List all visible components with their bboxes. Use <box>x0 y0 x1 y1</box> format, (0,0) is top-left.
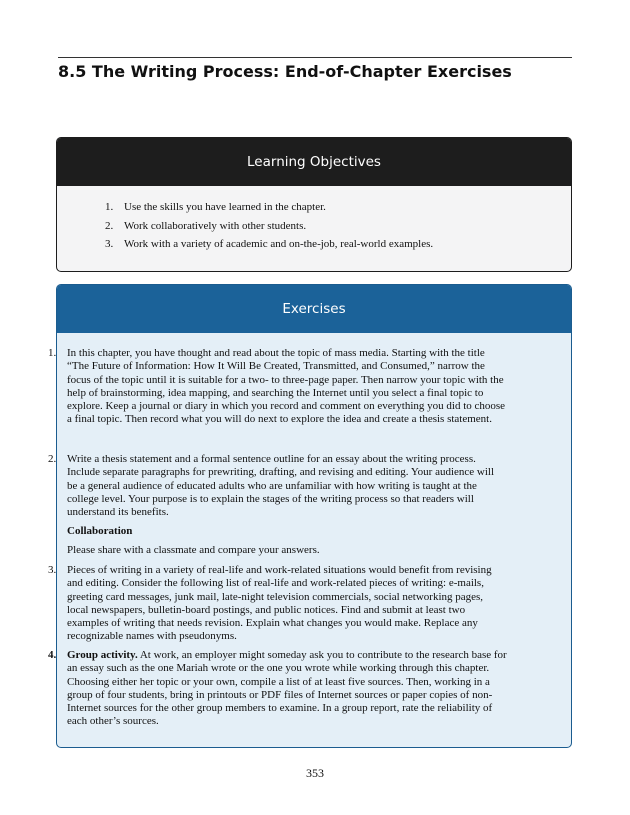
collaboration-heading: Collaboration <box>67 525 133 537</box>
objective-number: 1. <box>105 201 114 213</box>
collaboration-text: Please share with a classmate and compare your answers. <box>67 544 320 556</box>
exercise-text: In this chapter, you have thought and read about the topic of mass media. Starting with the title “The Future of Information: How It Will Be Created, Transmitted, and Consumed,” narrow the focus of the topic until it is suitable for a two- to three-page paper. Then narrow your topic with the help of brainstorming, idea mapping, and searching the Internet until you select a final topic to explore. Keep a journal or diary in which you record and comment on everything you did to choose a final topic. Then record what you will do next to explore the idea and create a thesis statement. <box>67 347 506 426</box>
objective-item <box>57 238 571 251</box>
exercises-header: Exercises <box>57 285 571 333</box>
exercise-item <box>0 453 630 519</box>
objective-item <box>57 201 571 214</box>
exercise-text: Write a thesis statement and a formal sentence outline for an essay about the writing process. Include separate paragraphs for prewriting, drafting, and revising and editing. Your audience will be a general audience of educated adults who are unfamiliar with how writing is taught at the college level. Your purpose is to explain the stages of the writing process so that readers will understand its benefits. <box>67 453 495 519</box>
exercise-item <box>0 564 630 644</box>
exercise-item <box>0 347 630 427</box>
learning-objectives-box <box>56 137 572 272</box>
chapter-title: 8.5 The Writing Process: End-of-Chapter Exercises <box>58 62 512 81</box>
objective-text: Work with a variety of academic and on-the-job, real-world examples. <box>124 238 434 250</box>
objective-number: 3. <box>105 238 114 250</box>
exercise-body: At work, an employer might someday ask you to contribute to the research base for an essay such as the one Mariah wrote or the one you wrote while working through this chapter. Choosing either her topic or your own, compile a list of at least five sources. Then, working in a group of four students, bring in printouts or PDF files of Internet sources or paper copies of non-Internet sources for the other group members to examine. In a group report, rate the reliability of each other’s sources. <box>67 649 507 728</box>
objective-text: Use the skills you have learned in the chapter. <box>124 201 326 213</box>
exercise-item <box>0 649 630 729</box>
exercise-number: 1. <box>48 347 57 359</box>
exercise-number: 2. <box>48 453 57 465</box>
exercise-text <box>0 649 507 729</box>
objective-item <box>57 220 571 233</box>
exercise-text: Pieces of writing in a variety of real-life and work-related situations would benefit from revising and editing. Consider the following list of real-life and work-related pieces of writing: e-mails, greeting card messages, junk mail, late-night television commercials, social networking pages, local newspapers, bulletin-board postings, and public notices. Find and submit at least two examples of writing that needs revision. Explain what changes you would make. Replace any recognizable names with pseudonyms. <box>67 564 492 643</box>
exercise-lead: Group activity. <box>67 649 138 661</box>
exercise-number: 3. <box>48 564 57 576</box>
page-number: 353 <box>306 766 324 780</box>
header-rule <box>58 57 572 58</box>
objective-text: Work collaboratively with other students. <box>124 219 307 232</box>
learning-objectives-header: Learning Objectives <box>57 138 571 186</box>
objectives-list <box>57 201 571 257</box>
exercise-number: 4. <box>48 649 57 661</box>
objective-number: 2. <box>105 219 114 232</box>
